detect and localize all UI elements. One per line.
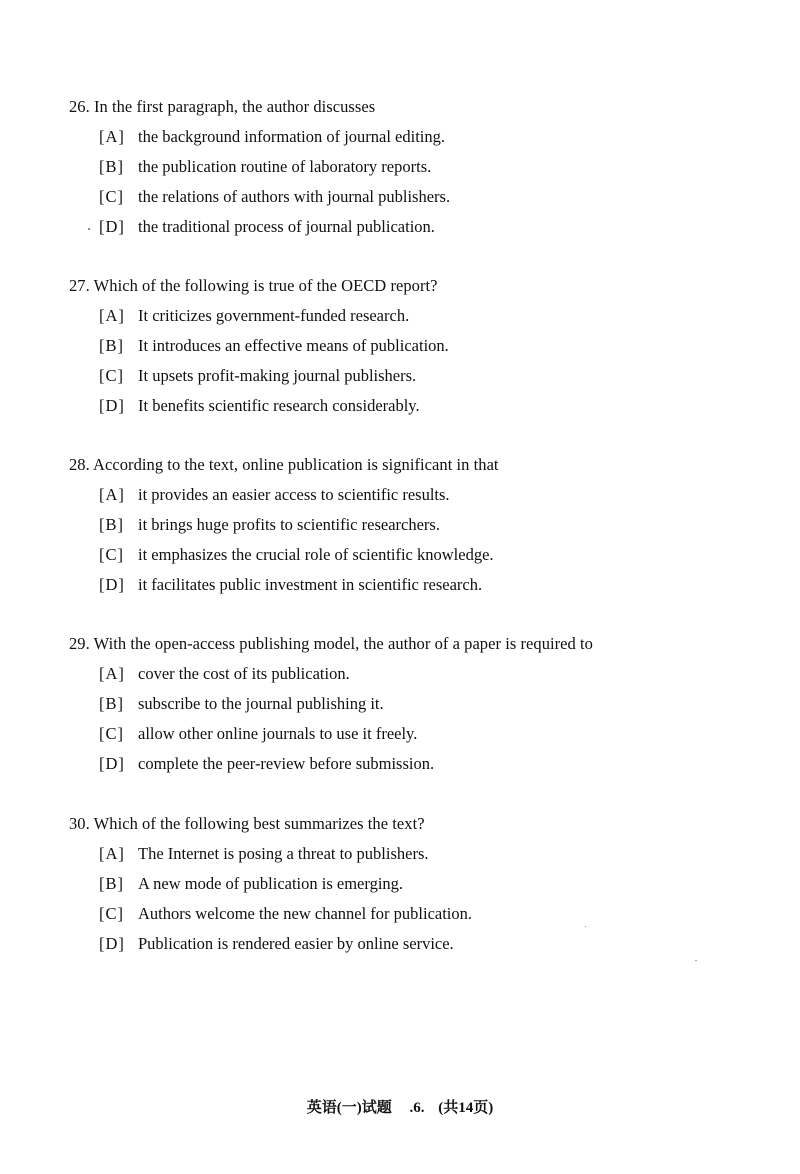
option-label: [B] [99,157,124,176]
option-label: [C] [99,545,124,564]
option-b [99,514,769,536]
option-text: it provides an easier access to scientific results. [138,485,450,504]
option-label: [A] [99,844,125,863]
option-d [99,216,769,238]
option-label: [D] [99,396,125,415]
option-label: [D] [99,934,125,953]
option-text: Authors welcome the new channel for publication. [138,904,473,923]
option-c [99,903,769,925]
option-label: [D] [99,575,125,594]
question-29 [69,633,769,775]
option-text: The Internet is posing a threat to publishers. [138,844,429,863]
option-label: [A] [99,485,125,504]
option-a [99,126,769,148]
option-list [99,305,769,417]
option-label: [A] [99,127,125,146]
question-stem: 30. Which of the following best summarizes the text? [69,814,425,833]
option-label: [B] [99,694,124,713]
option-c [99,723,769,745]
question-stem: 28. According to the text, online publication is significant in that [69,455,499,474]
option-text: It criticizes government-funded research. [138,306,410,325]
option-text: it emphasizes the crucial role of scientific knowledge. [138,545,494,564]
option-label: [C] [99,187,124,206]
option-label: [A] [99,306,125,325]
footer-total-pages: (共14页) [438,1100,494,1116]
question-26 [69,96,769,238]
option-label: [A] [99,664,125,683]
option-text: Publication is rendered easier by online service. [138,934,454,953]
option-list [99,843,769,955]
option-a [99,305,769,327]
option-text: the traditional process of journal publication. [138,217,435,236]
page-footer [0,1097,800,1119]
option-b [99,693,769,715]
option-list [99,126,769,238]
option-text: the publication routine of laboratory reports. [138,157,432,176]
question-27 [69,275,769,417]
option-label: [C] [99,904,124,923]
option-c [99,365,769,387]
option-b [99,873,769,895]
option-text: the background information of journal editing. [138,127,446,146]
option-b [99,335,769,357]
option-d [99,395,769,417]
option-text: allow other online journals to use it freely. [138,724,418,743]
option-a [99,484,769,506]
option-text: it brings huge profits to scientific researchers. [138,515,440,534]
scan-speck [585,926,586,927]
option-list [99,484,769,596]
option-text: It benefits scientific research considerably. [138,396,420,415]
scan-speck [695,960,697,961]
option-text: cover the cost of its publication. [138,664,350,683]
option-a [99,663,769,685]
option-label: [C] [99,724,124,743]
option-text: complete the peer-review before submission. [138,754,435,773]
option-text: It upsets profit-making journal publishers. [138,366,417,385]
option-text: the relations of authors with journal publishers. [138,187,451,206]
option-c [99,186,769,208]
option-c [99,544,769,566]
scan-speck [88,228,90,230]
option-a [99,843,769,865]
option-text: it facilitates public investment in scientific research. [138,575,483,594]
question-stem: 29. With the open-access publishing model, the author of a paper is required to [69,634,593,653]
option-label: [B] [99,336,124,355]
question-28 [69,454,769,596]
option-list [99,663,769,775]
option-label: [C] [99,366,124,385]
option-label: [B] [99,874,124,893]
option-d [99,574,769,596]
option-d [99,933,769,955]
option-text: It introduces an effective means of publication. [138,336,449,355]
option-d [99,753,769,775]
question-stem: 27. Which of the following is true of the OECD report? [69,276,438,295]
option-text: subscribe to the journal publishing it. [138,694,384,713]
option-text: A new mode of publication is emerging. [138,874,404,893]
option-label: [D] [99,754,125,773]
option-b [99,156,769,178]
footer-page-number: .6. [409,1100,425,1116]
option-label: [B] [99,515,124,534]
footer-subject: 英语(一)试题 [306,1100,392,1116]
question-30 [69,813,769,955]
option-label: [D] [99,217,125,236]
question-stem: 26. In the first paragraph, the author discusses [69,97,376,116]
